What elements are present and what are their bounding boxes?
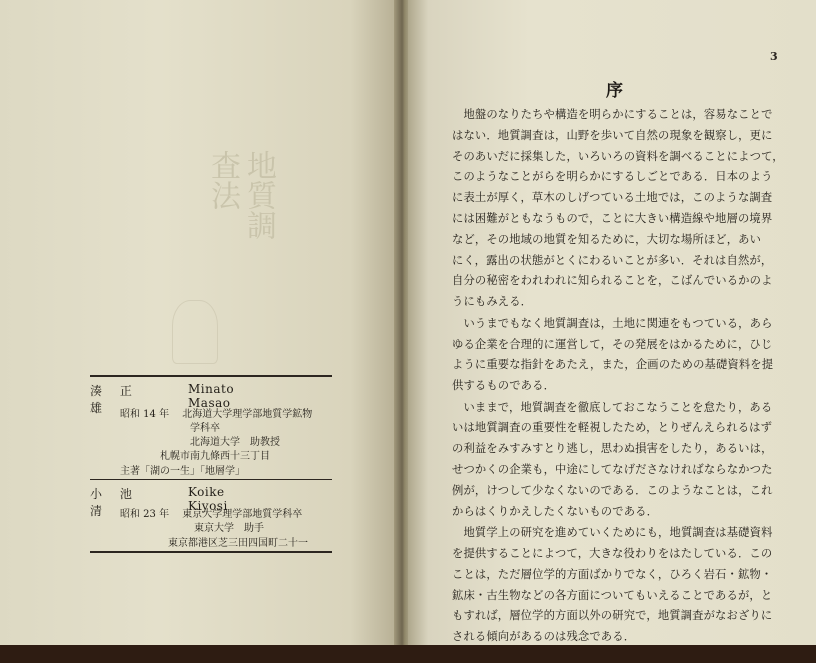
colophon-divider — [90, 479, 332, 480]
preface-line: 地盤のなりたちや構造を明らかにすることは，容易なことで — [452, 108, 773, 121]
book-bottom-edge — [0, 645, 816, 663]
preface-line: このようなことがらを明らかにするしごとである．日本のよう — [452, 170, 773, 184]
colophon-line: 東京大学 助手 — [194, 523, 264, 534]
preface-line: せつかくの企業も，中途にしてなげださなければならなかつた — [452, 463, 773, 476]
preface-line: いは地質調査の重要性を軽視したため，とりぜんえられるはず — [452, 421, 773, 435]
right-page — [408, 0, 816, 663]
colophon-line: 東京都港区芝三田四国町二十一 — [168, 538, 308, 549]
preface-line: うにもみえる． — [452, 295, 533, 309]
preface-line: ことは，ただ層位学的方面ばかりでなく，ひろく岩石・鉱物・ — [452, 567, 773, 581]
preface-line: にく，露出の状態がとくにわるいことが多い．それは自然が， — [452, 253, 773, 267]
page-number: 3 — [770, 50, 778, 63]
preface-line: には困難がともなうもので，ことに大きい構造線や地層の境界 — [452, 212, 773, 225]
preface-line: 地質学上の研究を進めていくためにも，地質調査は基礎資料 — [452, 526, 773, 540]
show-through-figure — [172, 300, 218, 364]
preface-line: 供するものである． — [452, 379, 556, 393]
colophon-line: 主著「湖の一生」「地層学」 — [120, 466, 245, 477]
colophon — [90, 375, 332, 553]
preface-line: いままで，地質調査を徹底しておこなうことを怠たり，ある — [452, 400, 773, 414]
show-through-title: 地質調査法 — [205, 150, 276, 240]
preface-title: 序 — [606, 81, 623, 101]
colophon-line: 北海道大学 助教授 — [190, 437, 280, 448]
preface-line: そのあいだに採集した，いろいろの資料を調べることによつて， — [452, 149, 784, 163]
preface-line: はない．地質調査は，山野を歩いて自然の現象を観察し，更に — [452, 128, 773, 142]
colophon-line: 昭和 23 年 東京大学理学部地質学科卒 — [120, 509, 303, 520]
preface-line: いうまでもなく地質調査は，土地に関連をもつている，あら — [452, 316, 773, 330]
author-name: 湊 正 雄 — [90, 384, 139, 415]
preface-line: される傾向があるのは残念である． — [452, 630, 636, 644]
preface-line: からはくりかえしたくないものである． — [452, 504, 659, 518]
author-name: 小 池 清 — [90, 487, 139, 518]
preface-line: ゆる企業を合理的に運営して，その発展をはかるために，ひじ — [452, 337, 773, 351]
author-romaji: Minato Masao — [188, 382, 235, 410]
preface-line: を提供することによつて，大きな役わりをはたしている．この — [452, 546, 773, 560]
preface-line: の利益をみすみすとり逃し，思わぬ損害をしたり，あるいは， — [452, 442, 773, 456]
left-page — [0, 0, 398, 663]
preface-line: ように重要な指針をあたえ，また，企画のための基礎資料を提 — [452, 358, 774, 372]
preface-line: 自分の秘密をわれわれに知られることを，こばんでいるかのよ — [452, 274, 773, 288]
colophon-line: 札幌市南九條西十三丁目 — [160, 451, 270, 462]
preface-line: に表土が厚く，草木のしげつている土地では，このような調査 — [452, 191, 773, 205]
preface-line: など，その地域の地質を知るために，大切な場所ほど，あい — [452, 232, 762, 246]
preface-line: 例が，けつして少なくないのである．このようなことは，これ — [452, 483, 773, 497]
preface-line: もすれば，層位学的方面以外の研究で，地質調査がなおざりに — [452, 609, 773, 623]
preface-line: 鉱床・古生物などの各方面についてもいえることであるが，と — [452, 588, 773, 602]
colophon-line: 昭和 14 年 北海道大学理学部地質学鉱物 — [120, 409, 313, 420]
colophon-line: 学科卒 — [190, 423, 220, 434]
author-romaji: Koike Kiyosi — [188, 485, 228, 513]
